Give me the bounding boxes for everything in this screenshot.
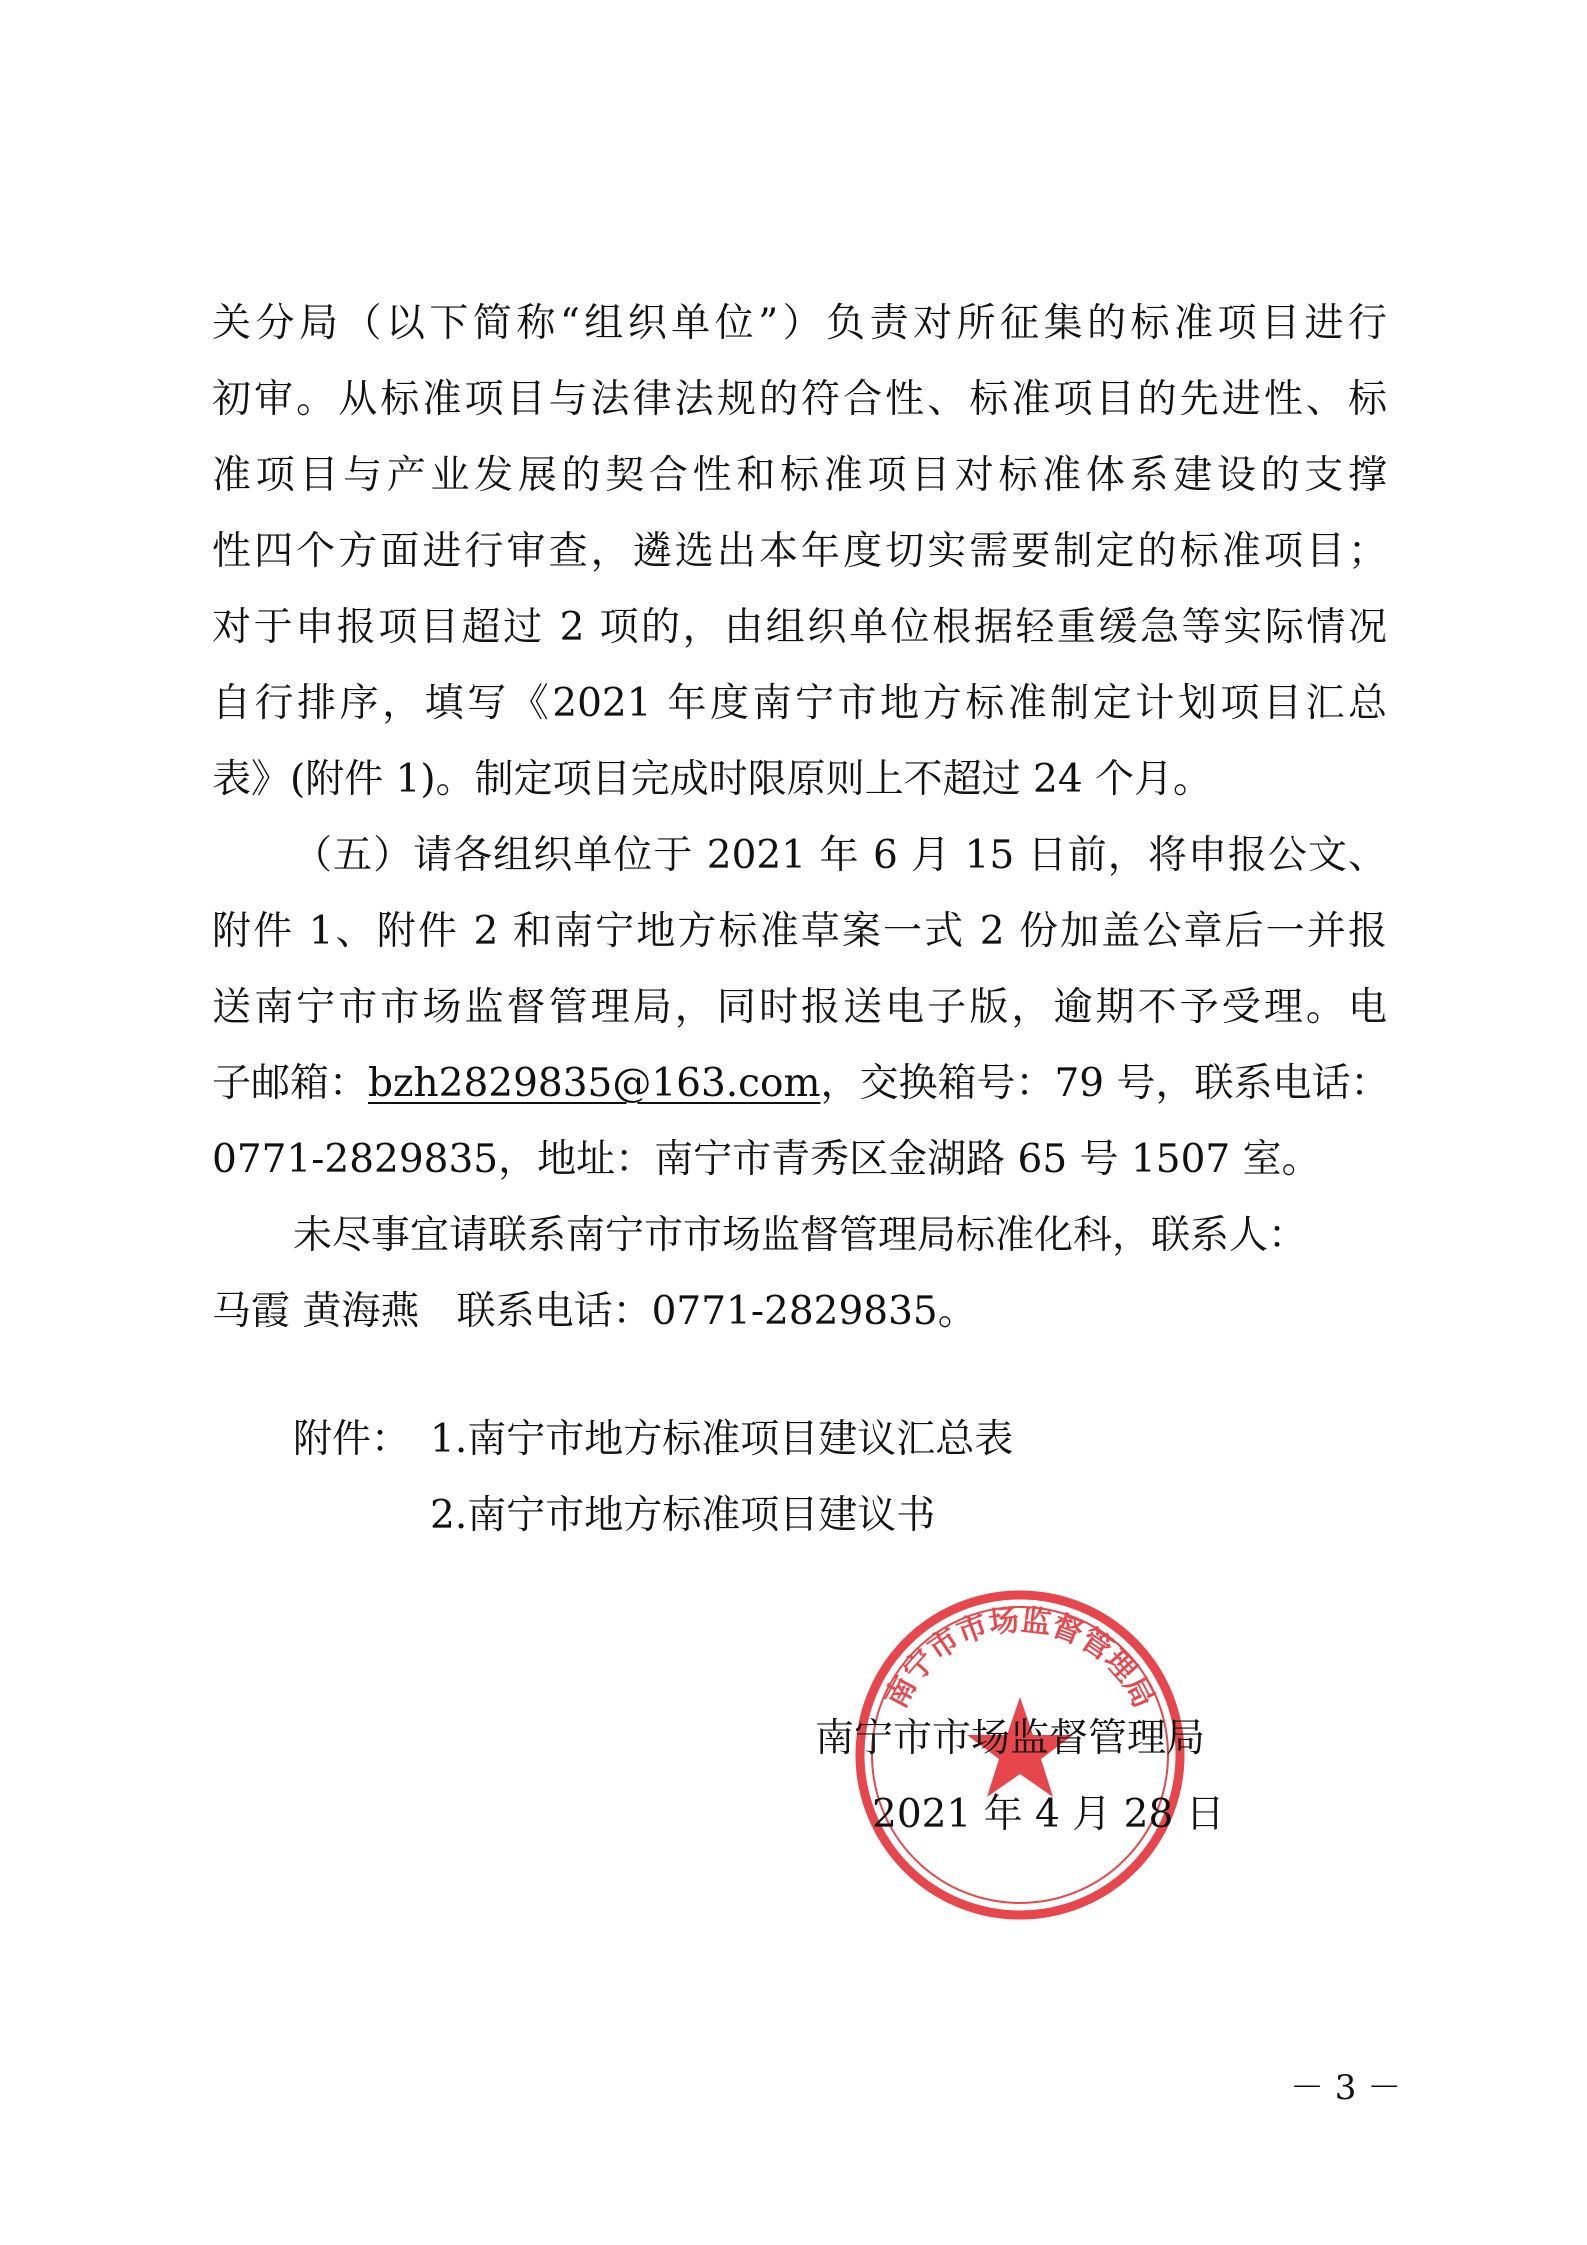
paragraph-line: 准项目与产业发展的契合性和标准项目对标准体系建设的支撑 <box>212 453 1387 498</box>
attachment-item: 2.南宁市地方标准项目建议书 <box>430 1493 936 1538</box>
item5-line: 送南宁市市场监督管理局，同时报送电子版，逾期不予受理。电 <box>212 985 1387 1030</box>
item5-line: 附件 1、附件 2 和南宁地方标准草案一式 2 份加盖公章后一并报 <box>212 909 1387 954</box>
paragraph-line: 对于申报项目超过 2 项的，由组织单位根据轻重缓急等实际情况 <box>212 605 1387 650</box>
attachments-label: 附件： <box>293 1417 411 1462</box>
item5-email-line <box>212 1060 1390 1108</box>
contact-line: 未尽事宜请联系南宁市市场监督管理局标准化科，联系人： <box>293 1213 1308 1258</box>
paragraph-line: 性四个方面进行审查，遴选出本年度切实需要制定的标准项目； <box>212 529 1387 574</box>
page-number: － 3 － <box>1290 2068 1402 2108</box>
email-link[interactable]: bzh2829835@163.com <box>368 1061 821 1106</box>
email-line-suffix: ，交换箱号：79 号，联系电话： <box>820 1061 1390 1106</box>
signing-organization: 南宁市市场监督管理局 <box>815 1716 1206 1761</box>
signing-date: 2021 年 4 月 28 日 <box>872 1792 1225 1837</box>
paragraph-line: 初审。从标准项目与法律法规的符合性、标准项目的先进性、标 <box>212 377 1387 422</box>
seal-text: 南宁市市场监督管理局 <box>878 1602 1162 1714</box>
attachment-item: 1.南宁市地方标准项目建议汇总表 <box>430 1417 1014 1462</box>
paragraph-line: 关分局（以下简称“组织单位”）负责对所征集的标准项目进行 <box>212 301 1387 346</box>
contact-line: 马霞 黄海燕 联系电话：0771-2829835。 <box>212 1289 977 1334</box>
paragraph-line: 表》(附件 1)。制定项目完成时限原则上不超过 24 个月。 <box>212 757 1213 802</box>
email-label: 子邮箱： <box>212 1061 369 1106</box>
item5-line: （五）请各组织单位于 2021 年 6 月 15 日前，将申报公文、 <box>293 833 1387 878</box>
paragraph-line: 自行排序，填写《2021 年度南宁市地方标准制定计划项目汇总 <box>212 681 1387 726</box>
item5-address-line: 0771-2829835，地址：南宁市青秀区金湖路 65 号 1507 室。 <box>212 1137 1321 1182</box>
